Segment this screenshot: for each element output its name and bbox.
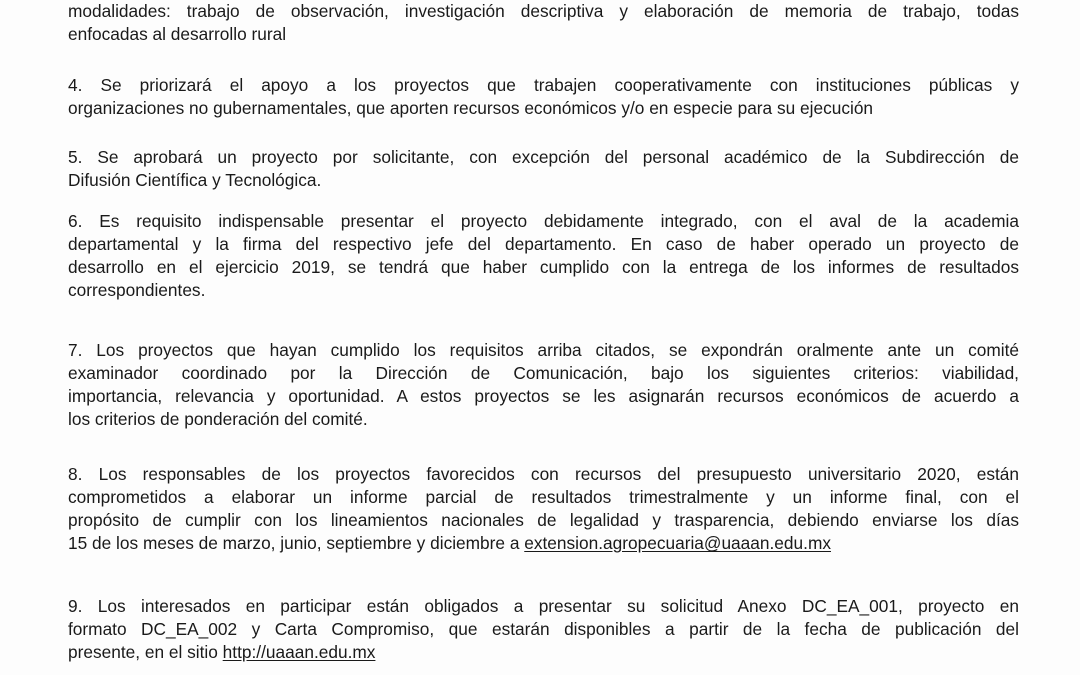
text-line: 4. Se priorizará el apoyo a los proyectos que trabajen cooperativamente con instituciones públicas y [68, 75, 1019, 95]
text-line: 7. Los proyectos que hayan cumplido los requisitos arriba citados, se expondrán oralmente ante un comité [68, 340, 1019, 360]
text-line [68, 532, 1019, 555]
text-line: 9. Los interesados en participar están obligados a presentar su solicitud Anexo DC_EA_001, proyecto en [68, 596, 1019, 616]
text-line: organizaciones no gubernamentales, que aporten recursos económicos y/o en especie para su ejecución [68, 98, 874, 118]
text-line: Difusión Científica y Tecnológica. [68, 170, 322, 190]
paragraph-7 [68, 339, 1019, 431]
text-line: 8. Los responsables de los proyectos favorecidos con recursos del presupuesto universitario 2020, están [68, 464, 1019, 484]
text-line: 6. Es requisito indispensable presentar el proyecto debidamente integrado, con el aval de la academia [68, 211, 1019, 231]
paragraph-modalidades [68, 0, 1019, 46]
text-line: importancia, relevancia y oportunidad. A estos proyectos se les asignarán recursos económicos de acuerdo a [68, 386, 1019, 406]
text-line: formato DC_EA_002 y Carta Compromiso, que estarán disponibles a partir de la fecha de publicación del [68, 619, 1019, 639]
paragraph-9 [68, 595, 1019, 664]
text-line [68, 641, 1019, 664]
text-line: modalidades: trabajo de observación, investigación descriptiva y elaboración de memoria de trabajo, todas [68, 1, 1019, 21]
paragraph-4 [68, 74, 1019, 120]
paragraph-6 [68, 210, 1019, 302]
website-link[interactable]: http://uaaan.edu.mx [222, 642, 376, 662]
text-line: enfocadas al desarrollo rural [68, 24, 287, 44]
text-line: desarrollo en el ejercicio 2019, se tendrá que haber cumplido con la entrega de los informes de resultados [68, 257, 1019, 277]
text-line: departamental y la firma del respectivo jefe del departamento. En caso de haber operado un proyecto de [68, 234, 1019, 254]
text-line: 5. Se aprobará un proyecto por solicitante, con excepción del personal académico de la Subdirección de [68, 147, 1019, 167]
email-link[interactable]: extension.agropecuaria@uaaan.edu.mx [524, 533, 831, 553]
text-line: comprometidos a elaborar un informe parcial de resultados trimestralmente y un informe final, con el [68, 487, 1019, 507]
text-line: examinador coordinado por la Dirección de Comunicación, bajo los siguientes criterios: viabilidad, [68, 363, 1019, 383]
text-line: propósito de cumplir con los lineamientos nacionales de legalidad y trasparencia, debiendo enviarse los días [68, 510, 1019, 530]
text-fragment: presente, en el sitio [68, 642, 223, 662]
text-line: los criterios de ponderación del comité. [68, 409, 368, 429]
text-line: correspondientes. [68, 280, 206, 300]
paragraph-5 [68, 146, 1019, 192]
text-fragment: 15 de los meses de marzo, junio, septiembre y diciembre a [68, 533, 525, 553]
paragraph-8 [68, 463, 1019, 555]
